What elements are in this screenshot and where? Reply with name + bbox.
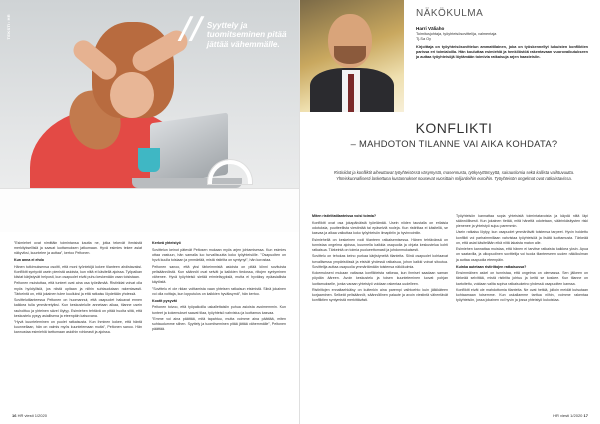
author-role: Toimitusjohtaja, työyhteisösovittelija, valmentaja [416, 32, 497, 36]
body-paragraph: Kokemukseni mukaan valtaosa konflikteista ratkeaa, kun ihmiset saadaan saman pöydän ääreen. Avoin keskustelu ja toisen kuunteleminen luovat pohjan luottamukselle, jonka varaan yhteistyö voidaan rakentaa uudelleen. [312, 271, 448, 286]
body-paragraph: Peltonen muistuttaa, että tunteet ovat aina osa työelämää. Ristiriidat voivat olla myös hyödyllisiä, jos niistä opitaan ja niihin suhtaudutaan rakentavasti. Tärkeintä on, että jokainen tulee kuulluksi ja että ratkaisu löydetään yhdessä. [14, 281, 142, 296]
magazine-name: HR viesti 1/2020 [17, 413, 47, 418]
body-paragraph: Sovittelun keinot pätevät Peltosen mukaan myös arjen johtamisessa. Kun esimies ottaa vastuun, hän samalla luo turvallisuutta koko työyhteisölle. ”Osapuolten on hyvä kuulla toisiaan ja ymmärtää, mistä ristiriita on syntynyt”, hän korostaa. [152, 247, 286, 262]
page-number: 16 [12, 413, 17, 418]
body-paragraph: Ristiriitojen ennaltaehkäisy on kuitenkin aina parempi vaihtoehto kuin jälkikäteen korjaaminen. Selkeät pelisäännöt, säännöllinen palaute ja avoin viestintä vähentävät konfliktien syntymistä merkittävästi. [312, 288, 448, 303]
photo-face-shape [110, 72, 154, 118]
body-paragraph: Konfliktit eivät ole mahdottomia tilanteita. Ne ovat hetkiä, jolloin meidät kutsutaan kohtaamaan toisemme. Kun uskallamme tarttua niihin, voimme rakentaa työyhteisön, jossa jokainen voi hyvin ja jossa yhteistyö kukoistaa. [456, 288, 588, 303]
magazine-name: HR viesti 1/2020 [553, 413, 583, 418]
author-name: Harri Väliaho [416, 26, 445, 31]
quote-mark-icon: // [180, 11, 202, 46]
body-paragraph: Usein ratkaisu löytyy, kun osapuolet ymmärtävät toistensa tarpeet. Hyvin hoidettu konflikti voi parhaimmillaan vahvistaa työyhteisöä ja lisätä luottamusta. Tärkeää on, että asiat käsitellään eikä niitä lakaista maton alle. [456, 230, 588, 245]
pull-quote [180, 11, 296, 49]
stressed-woman-photo [0, 0, 300, 232]
photo-mug-shape [138, 148, 160, 172]
right-page [300, 0, 600, 424]
author-company: Tj-Sa Oy [416, 37, 431, 41]
body-paragraph: Esimiehen kannattaa muistaa, että hänen ei tarvitse ratkaista kaikkea yksin. Apua on saatavilla, ja ulkopuolinen sovittelija voi tuoda tilanteeseen uuden näkökulman ja auttaa osapuolia eteenpäin. [456, 247, 588, 262]
headline-main: KONFLIKTI [415, 120, 493, 136]
portrait-beard-shape [334, 46, 366, 64]
portrait-tie-shape [348, 74, 354, 112]
subheading: Kerkeä yhteistyö [152, 241, 181, 245]
body-paragraph: Sovittelutilanteessa Peltonen on huomannut, että osapuolet haluavat ennen kaikkea tulla ymmärretyiksi. Kun keskustelulle annetaan aikaa, tilanne usein rauhoittuu ja yhteinen sävel löytyy. Esimiehen tehtävä on pitää huolta siitä, että keskustelu pysyy asiallisena ja eteenpäin katsovana. [14, 298, 142, 318]
vertical-photo-label: TEKSTI: HR [6, 14, 11, 40]
pull-quote-text: Syyttely ja tuomitseminen pitää jättää vähemmälle. [206, 21, 287, 49]
body-paragraph: Peltonen sanoo, että yksi tärkeimmistä asioista on pitää kiinni sovituista pelisäännöistä. Kun säännöt ovat selvät ja kaikkien tiedossa, riitojen syntyminen vähenee. Hyvä työyhteisö sietää erimielisyyksiä, mutta ei hyväksy epäasiallista käytöstä. [152, 264, 286, 284]
page-folio-right [553, 413, 588, 418]
section-label: NÄKÖKULMA [416, 8, 484, 19]
article-headline [324, 120, 584, 150]
body-paragraph: Konfliktit ovat osa jokapäiväistä työelämää. Usein niiden taustalla on erilaisia odotuksia, puutteellista viestintää tai epäselviä rooleja. Kun ristiriitaa ei käsitellä, se kasvaa ja alkaa vaikuttaa koko työyhteisön ilmapiiriin ja hyvinvointiin. [312, 220, 448, 235]
article-lead: Ristiriidat ja konfliktit aiheuttavat työyhteisössä väsymystä, masennusta, työkyvyttömyyttä, sairauslomia sekä kallista vaihtuvuutta. Yhteiskunnallisesti laskettuna kustannukset nousevat vuosittain miljardeihin euroihin. Työyhteisön ongelmat ovat ratkaistavissa. [333, 170, 575, 182]
headline-sub: – MAHDOTON TILANNE VAI AIKA KOHDATA? [350, 138, 558, 149]
body-paragraph: ”Sovittelu ei ole riidan voittamista vaan yhteisen ratkaisun etsimistä. Siinä jokainen voi olla voittaja, kun lopputulos on kaikkien hyväksymä”, hän kertoo. [152, 286, 286, 296]
body-paragraph: Esimiehellä on keskeinen rooli tilanteen ratkaisemisessa. Hänen tehtävänsä on tunnistaa ongelma ajoissa, kuunnella kaikkia osapuolia ja ohjata keskustelua kohti ratkaisua. Tärkeintä on toimia puolueettomasti ja johdonmukaisesti. [312, 237, 448, 252]
body-paragraph: ”Esimiehet ovat nimittäin toimintansa kautta ne, jotka tekevät ihmisistä merkityksellisiä ja saavat luottamuksen jatkumaan. Hyvä esimies tekee asiat näkyviksi, kuuntelee ja auttaa”, kertoo Peltonen. [14, 240, 142, 255]
body-paragraph: Sovittelu on tehokas keino purkaa kärjistyneitä tilanteita. Siinä osapuolet kohtaavat turvallisessa ympäristössä ja etsivät yhdessä ratkaisua, johon kaikki voivat sitoutua. Sovittelija auttaa osapuolia ymmärtämään toistensa näkökulmia. [312, 254, 448, 269]
body-paragraph: Hänen tutkimuksensa osoitti, että moni työntekijä kokee tilanteen ahdistavaksi. Konfliktit syntyvät usein pienistä asioista, kun niitä ei käsitellä ajoissa. Työpaikan kiistat kärjistyvät helposti, kun osapuolet eivät puhu keskenään vaan toisistaan. [14, 264, 142, 279]
page-folio-left [12, 413, 47, 418]
left-column-1 [14, 239, 142, 336]
subheading: Kootit pysyvät [152, 298, 177, 303]
photo-desk-shape [0, 188, 300, 232]
right-column-1 [312, 212, 448, 303]
author-bio: Kirjoittaja on työyhteisösovittelun ammattilainen, joka on työskennellyt lukuisten konfliktien parissa eri toimialoilla. Hän kouluttaa esimiehiä ja henkilöstöä rakentavaan vuorovaikutukseen ja auttaa työyhteisöjä löytämään toimivia ratkaisuja arjen haasteisiin. [416, 44, 588, 59]
body-paragraph: Ensimmäinen askel on tunnistaa, että ongelma on olemassa. Sen jälkeen on tärkeää selvittää, mistä ristiriita johtuu ja keitä se koskee. Kun tilanne on kartoitettu, voidaan valita sopiva ratkaisukeino yhdessä osapuolten kanssa. [456, 271, 588, 286]
left-column-2 [152, 239, 286, 332]
subheading: Miten ristiriitatilanteissa voisi toimia? [312, 214, 377, 218]
author-sidebar [416, 26, 588, 60]
subheading: Kun anna ei ehdo [14, 257, 44, 262]
body-paragraph: Peltonen toivoo, että työpaikoilla uskallettaisiin puhua asioista avoimemmin. Kun tunteet ja kokemukset saavat tilaa, työyhteisö vahvistuu ja luottamus kasvaa. [152, 305, 286, 315]
page-number: 17 [583, 413, 588, 418]
body-paragraph: ”Emme voi aina päättää, mitä tapahtuu, mutta voimme aina päättää, miten suhtaudumme siihen. Syyttely ja tuomitseminen pitää jättää vähemmälle”, Peltonen päättää. [152, 317, 286, 332]
subheading: Kuinka autetaan ristiriitojen ratkaisussa? [456, 264, 527, 269]
right-column-2 [456, 212, 588, 303]
author-portrait-photo [300, 0, 404, 112]
body-paragraph: Työyhteisön kannattaa sopia yhteisistä toimintatavoista ja käydä niitä läpi säännöllisesti. Kun jokainen tietää, mitä häneltä odotetaan, väärinkäsitysten riski pienenee ja yhteistyö sujuu paremmin. [456, 213, 588, 228]
body-paragraph: ”Hyvä kuunteleminen on puolet ratkaisusta. Kun ihminen kokee, että häntä kuunnellaan, hän on valmis myös kuuntelemaan muita”, Peltonen sanoo. Hän kannustaa esimiehiä tarttumaan asioihin rohkeasti ja ajoissa. [14, 320, 142, 335]
